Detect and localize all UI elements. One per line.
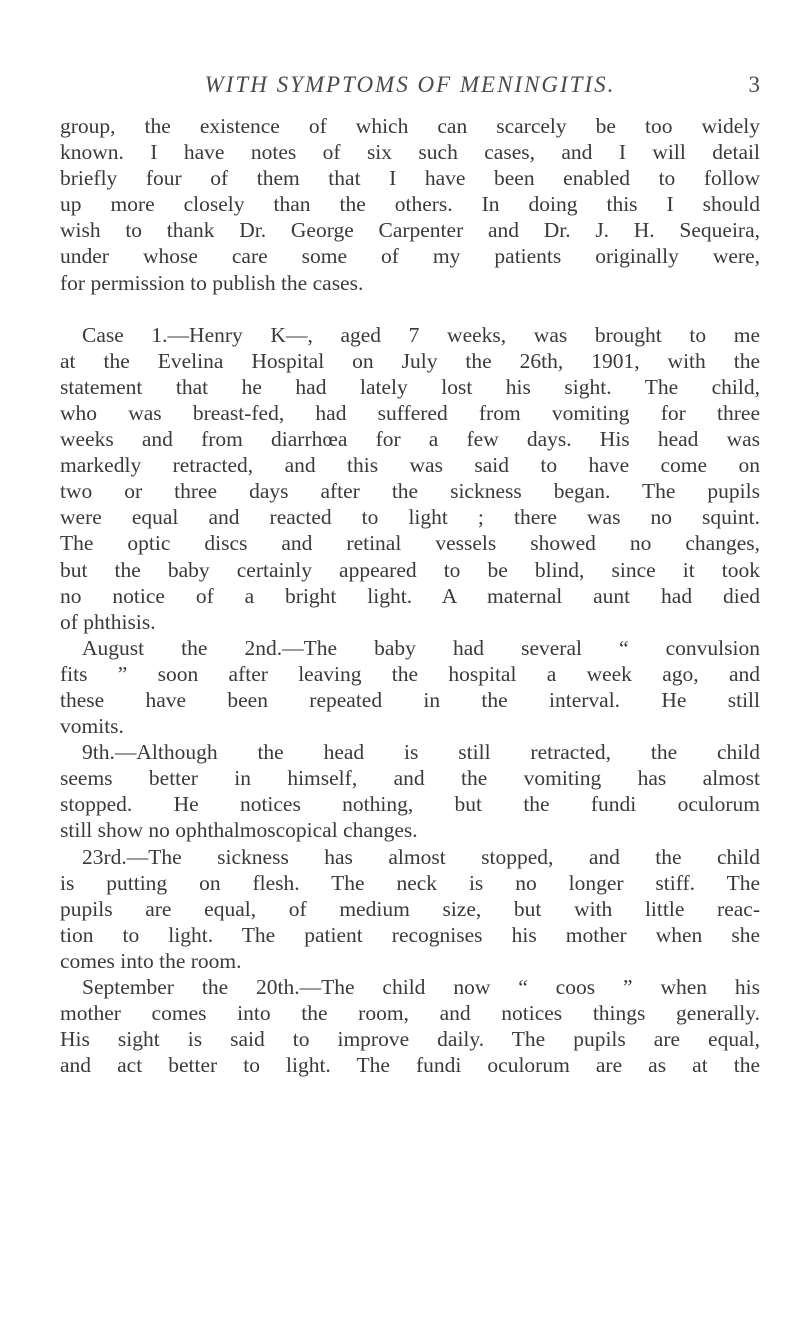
text-line: at the Evelina Hospital on July the 26th, 1901, with the [60, 348, 760, 373]
text-line: vomits. [60, 714, 124, 739]
text-line: fits ” soon after leaving the hospital a week ago, and [60, 661, 760, 686]
text-line: August the 2nd.—The baby had several “ convulsion [82, 635, 760, 660]
page-number: 3 [748, 72, 760, 97]
text-line: no notice of a bright light. A maternal aunt had died [60, 583, 760, 608]
text-line: comes into the room. [60, 948, 242, 973]
text-line: group, the existence of which can scarcely be too widely [60, 114, 760, 138]
paragraph-case-1 [60, 322, 760, 635]
paragraph-sep-20 [60, 974, 760, 1078]
text-line: September the 20th.—The child now “ coos ” when his [82, 975, 760, 999]
running-head [60, 72, 760, 106]
text-line: wish to thank Dr. George Carpenter and Dr. J. H. Sequeira, [60, 218, 760, 243]
text-line: tion to light. The patient recognises his mother when she [60, 922, 760, 947]
text-line: these have been repeated in the interval. He still [60, 687, 760, 712]
text-line: who was breast-fed, had suffered from vomiting for three [60, 400, 760, 425]
text-line: is putting on flesh. The neck is no longer stiff. The [60, 870, 760, 895]
text-line: 9th.—Although the head is still retracted, the child [82, 740, 760, 765]
text-line: markedly retracted, and this was said to have come on [60, 453, 760, 478]
paragraph-aug-9 [60, 739, 760, 843]
text-line: seems better in himself, and the vomiting has almost [60, 766, 760, 791]
paragraph-gap [60, 296, 760, 322]
paragraph-aug-2 [60, 635, 760, 739]
text-line: statement that he had lately lost his sight. The child, [60, 374, 760, 399]
text-line: and act better to light. The fundi oculorum are as at the [60, 1053, 760, 1078]
text-line: briefly four of them that I have been enabled to follow [60, 166, 760, 191]
text-line: still show no ophthalmoscopical changes. [60, 818, 418, 843]
text-line: of phthisis. [60, 609, 156, 634]
body-text [60, 113, 760, 1078]
text-line: Case 1.—Henry K—, aged 7 weeks, was brought to me [82, 322, 760, 347]
text-line: for permission to publish the cases. [60, 270, 364, 295]
text-line: two or three days after the sickness began. The pupils [60, 479, 760, 504]
text-line: stopped. He notices nothing, but the fundi oculorum [60, 792, 760, 817]
text-line: pupils are equal, of medium size, but with little reac- [60, 896, 760, 921]
text-line: His sight is said to improve daily. The pupils are equal, [60, 1027, 760, 1052]
paragraph-aug-23 [60, 844, 760, 974]
text-line: were equal and reacted to light ; there was no squint. [60, 505, 760, 530]
text-line: up more closely than the others. In doing this I should [60, 192, 760, 217]
paragraph-intro [60, 113, 760, 296]
running-title: WITH SYMPTOMS OF MENINGITIS. [204, 72, 616, 97]
text-line: weeks and from diarrhœa for a few days. His head was [60, 427, 760, 452]
text-line: The optic discs and retinal vessels showed no changes, [60, 531, 760, 556]
text-line: mother comes into the room, and notices things generally. [60, 1001, 760, 1026]
text-line: 23rd.—The sickness has almost stopped, and the child [82, 844, 760, 869]
text-line: under whose care some of my patients originally were, [60, 244, 760, 269]
text-line: but the baby certainly appeared to be blind, since it took [60, 557, 760, 582]
text-line: known. I have notes of six such cases, and I will detail [60, 140, 760, 165]
